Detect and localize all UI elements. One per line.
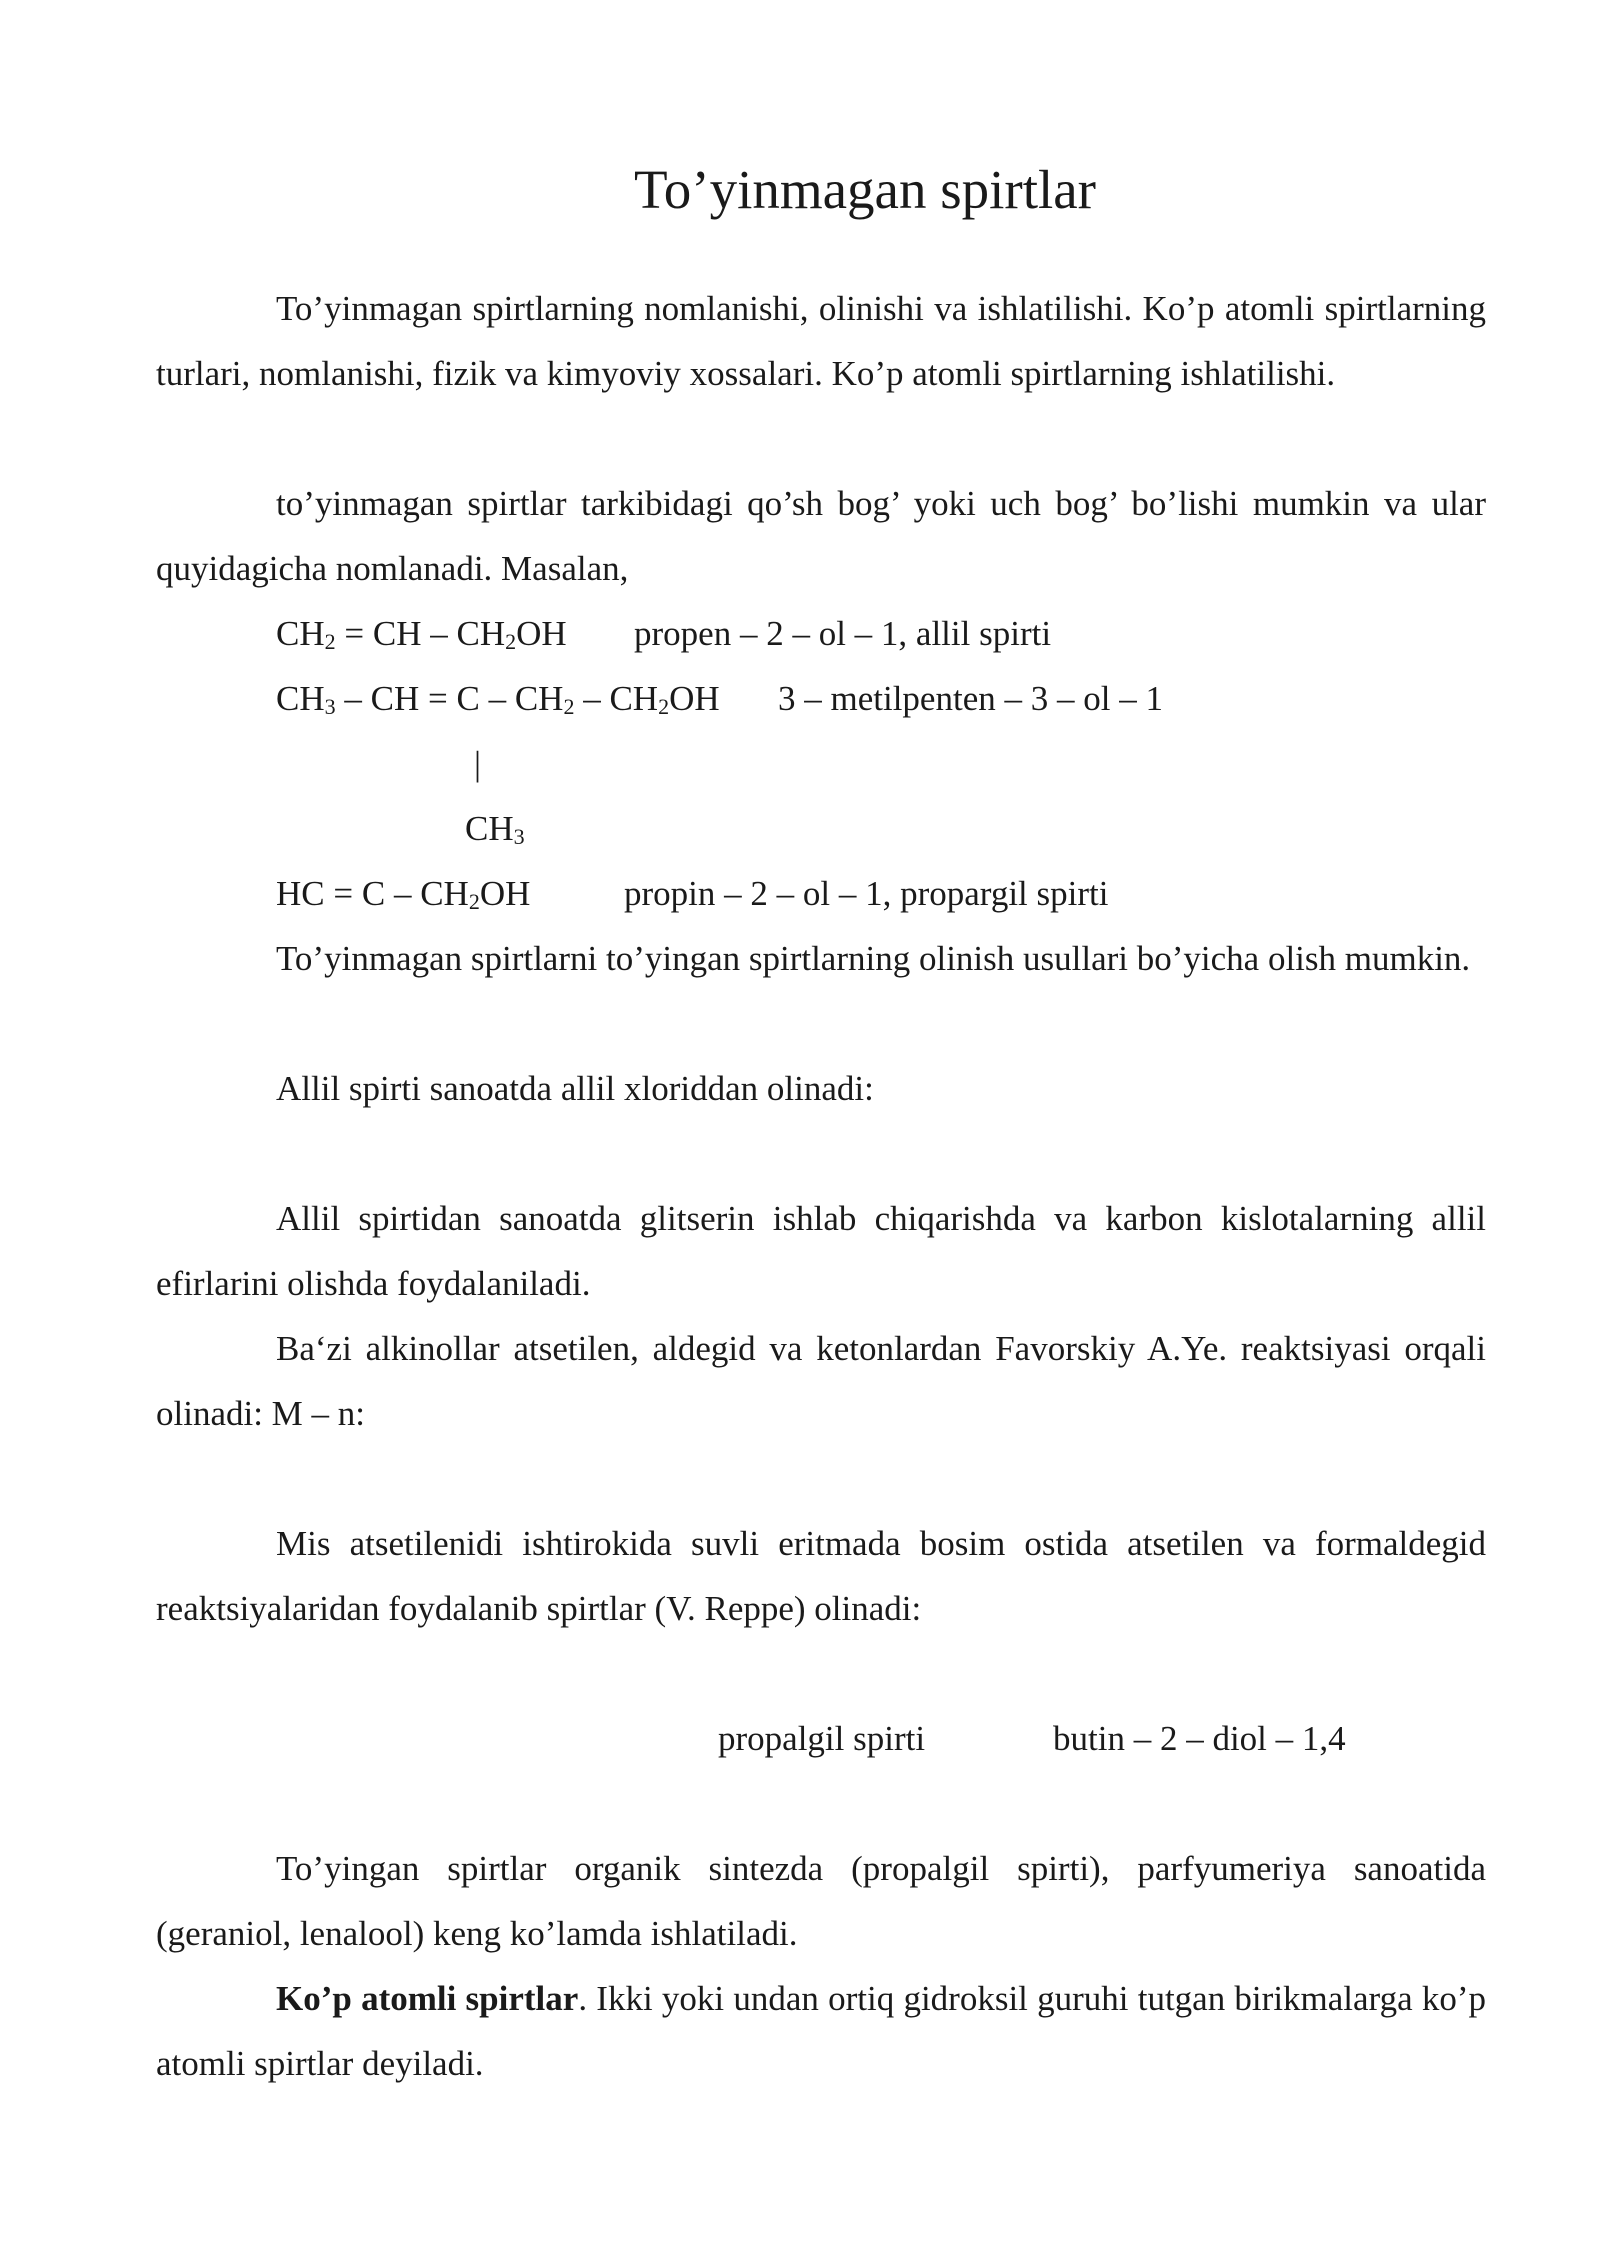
polyol-paragraph: Ko’p atomli spirtlar. Ikki yoki undan ortiq gidroksil guruhi tutgan birikmalarga ko’p atomli spirtlar deyiladi. — [156, 1979, 1486, 2083]
formula-branch-bond: | — [474, 744, 482, 783]
formula-branch-methyl: $CH_3$ — [465, 809, 525, 849]
page-title: To’yinmagan spirtlar — [634, 159, 1096, 220]
formula-methylpentenol: $CH_3$ – CH = C – $CH_2 - CH_2OH$ — [276, 679, 720, 719]
usage-paragraph: To’yingan spirtlar organik sintezda (propalgil spirti), parfyumeriya sanoatida (geraniol, lenalool) keng ko’lamda ishlatiladi. — [156, 1849, 1486, 1953]
formula-allyl-alcohol: $CH_2$ = CH – $CH_2OH$ — [276, 614, 567, 654]
intro-paragraph: To’yinmagan spirtlarning nomlanishi, olinishi va ishlatilishi. Ko’p atomli spirtlarning turlari, nomlanishi, fizik va kimyoviy xossalari. Ko’p atomli spirtlarning ishlatilishi. — [156, 289, 1486, 393]
reppe-paragraph: Mis atsetilenidi ishtirokida suvli eritmada bosim ostida atsetilen va formaldegid reaktsiyalaridan foydalanib spirtlar (V. Reppe) olinadi: — [156, 1524, 1486, 1628]
formula-propargyl-alcohol-name: propin – 2 – ol – 1, propargil spirti — [624, 874, 1109, 913]
allyl-chloride-paragraph: Allil spirti sanoatda allil xloriddan olinadi: — [276, 1069, 874, 1108]
glycerin-paragraph: Allil spirtidan sanoatda glitserin ishlab chiqarishda va karbon kislotalarning allil efirlarini olishda foydalaniladi. — [156, 1199, 1486, 1303]
favorskiy-paragraph: Ba‘zi alkinollar atsetilen, aldegid va ketonlardan Favorskiy A.Ye. reaktsiyasi orqali olinadi: M – n: — [156, 1329, 1486, 1433]
formula-methylpentenol-name: 3 – metilpenten – 3 – ol – 1 — [778, 679, 1163, 718]
formula-propargyl-alcohol: HC = C – $CH_2OH$ — [276, 874, 531, 914]
naming-paragraph: to’yinmagan spirtlar tarkibidagi qo’sh bog’ yoki uch bog’ bo’lishi mumkin va ular quyidagicha nomlanadi. Masalan, — [156, 484, 1486, 588]
reaction-product-2: butin – 2 – diol – 1,4 — [1053, 1719, 1346, 1758]
formula-allyl-alcohol-name: propen – 2 – ol – 1, allil spirti — [634, 614, 1052, 653]
reaction-product-1: propalgil spirti — [718, 1719, 926, 1758]
polyol-term: Ko’p atomli spirtlar — [276, 1979, 579, 2018]
preparation-paragraph: To’yinmagan spirtlarni to’yingan spirtlarning olinish usullari bo’yicha olish mumkin. — [276, 939, 1471, 978]
